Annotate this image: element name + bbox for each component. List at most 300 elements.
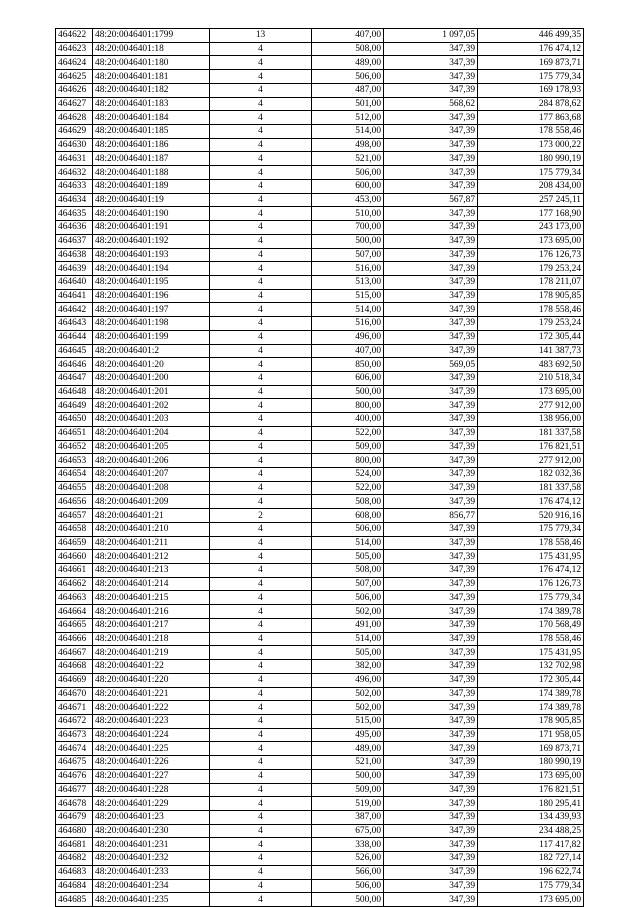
rate-cell: 569,05: [384, 358, 478, 372]
rate-cell: 347,39: [384, 879, 478, 893]
area-cell: 506,00: [312, 879, 384, 893]
table-row: [56, 70, 584, 84]
row-number-cell: 464685: [56, 893, 93, 907]
category-cell: 4: [210, 70, 312, 84]
rate-cell: 347,39: [384, 330, 478, 344]
cadastral-number-cell: 48:20:0046401:226: [93, 756, 210, 770]
cost-cell: 179 253,24: [478, 262, 584, 276]
area-cell: 516,00: [312, 262, 384, 276]
row-number-cell: 464644: [56, 330, 93, 344]
cadastral-number-cell: 48:20:0046401:231: [93, 838, 210, 852]
rate-cell: 347,39: [384, 221, 478, 235]
cadastral-number-cell: 48:20:0046401:216: [93, 605, 210, 619]
table-row: [56, 687, 584, 701]
table-row: [56, 865, 584, 879]
area-cell: 700,00: [312, 221, 384, 235]
cost-cell: 178 558,46: [478, 303, 584, 317]
category-cell: 4: [210, 317, 312, 331]
rate-cell: 568,62: [384, 97, 478, 111]
area-cell: 502,00: [312, 605, 384, 619]
category-cell: 4: [210, 399, 312, 413]
cadastral-number-cell: 48:20:0046401:204: [93, 426, 210, 440]
cadastral-number-cell: 48:20:0046401:202: [93, 399, 210, 413]
row-number-cell: 464639: [56, 262, 93, 276]
rate-cell: 347,39: [384, 838, 478, 852]
category-cell: 4: [210, 687, 312, 701]
cost-cell: 257 245,11: [478, 193, 584, 207]
cadastral-number-cell: 48:20:0046401:200: [93, 371, 210, 385]
area-cell: 606,00: [312, 371, 384, 385]
cadastral-number-cell: 48:20:0046401:196: [93, 289, 210, 303]
cadastral-number-cell: 48:20:0046401:233: [93, 865, 210, 879]
category-cell: 4: [210, 481, 312, 495]
rate-cell: 347,39: [384, 481, 478, 495]
table-row: [56, 797, 584, 811]
table-row: [56, 248, 584, 262]
area-cell: 407,00: [312, 344, 384, 358]
cadastral-number-cell: 48:20:0046401:2: [93, 344, 210, 358]
rate-cell: 347,39: [384, 344, 478, 358]
table-row: [56, 577, 584, 591]
rate-cell: 347,39: [384, 660, 478, 674]
table-row: [56, 454, 584, 468]
table-row: [56, 289, 584, 303]
area-cell: 500,00: [312, 385, 384, 399]
row-number-cell: 464626: [56, 83, 93, 97]
rate-cell: 347,39: [384, 166, 478, 180]
table-row: [56, 646, 584, 660]
row-number-cell: 464661: [56, 564, 93, 578]
area-cell: 521,00: [312, 152, 384, 166]
area-cell: 507,00: [312, 577, 384, 591]
category-cell: 2: [210, 509, 312, 523]
cadastral-number-cell: 48:20:0046401:1799: [93, 29, 210, 43]
rate-cell: 347,39: [384, 42, 478, 56]
row-number-cell: 464641: [56, 289, 93, 303]
area-cell: 506,00: [312, 70, 384, 84]
row-number-cell: 464669: [56, 673, 93, 687]
row-number-cell: 464683: [56, 865, 93, 879]
row-number-cell: 464627: [56, 97, 93, 111]
rate-cell: 347,39: [384, 728, 478, 742]
table-row: [56, 810, 584, 824]
row-number-cell: 464638: [56, 248, 93, 262]
cadastral-number-cell: 48:20:0046401:184: [93, 111, 210, 125]
category-cell: 4: [210, 42, 312, 56]
row-number-cell: 464667: [56, 646, 93, 660]
table-row: [56, 481, 584, 495]
area-cell: 500,00: [312, 769, 384, 783]
area-cell: 515,00: [312, 289, 384, 303]
cost-cell: 170 568,49: [478, 618, 584, 632]
area-cell: 498,00: [312, 138, 384, 152]
area-cell: 387,00: [312, 810, 384, 824]
area-cell: 675,00: [312, 824, 384, 838]
rate-cell: 347,39: [384, 303, 478, 317]
rate-cell: 347,39: [384, 70, 478, 84]
cost-cell: 182 727,14: [478, 852, 584, 866]
category-cell: 4: [210, 701, 312, 715]
area-cell: 495,00: [312, 728, 384, 742]
category-cell: 4: [210, 138, 312, 152]
table-row: [56, 29, 584, 43]
row-number-cell: 464642: [56, 303, 93, 317]
cost-cell: 141 387,73: [478, 344, 584, 358]
area-cell: 513,00: [312, 275, 384, 289]
area-cell: 522,00: [312, 481, 384, 495]
cadastral-number-cell: 48:20:0046401:225: [93, 742, 210, 756]
cost-cell: 483 692,50: [478, 358, 584, 372]
rate-cell: 347,39: [384, 632, 478, 646]
area-cell: 526,00: [312, 852, 384, 866]
row-number-cell: 464671: [56, 701, 93, 715]
rate-cell: 347,39: [384, 687, 478, 701]
rate-cell: 347,39: [384, 385, 478, 399]
cost-cell: 175 779,34: [478, 70, 584, 84]
cost-cell: 284 878,62: [478, 97, 584, 111]
table-row: [56, 303, 584, 317]
category-cell: 4: [210, 83, 312, 97]
cost-cell: 175 779,34: [478, 166, 584, 180]
cadastral-number-cell: 48:20:0046401:188: [93, 166, 210, 180]
category-cell: 4: [210, 783, 312, 797]
area-cell: 514,00: [312, 536, 384, 550]
area-cell: 382,00: [312, 660, 384, 674]
cost-cell: 174 389,78: [478, 605, 584, 619]
area-cell: 514,00: [312, 632, 384, 646]
area-cell: 489,00: [312, 742, 384, 756]
area-cell: 519,00: [312, 797, 384, 811]
rate-cell: 347,39: [384, 646, 478, 660]
row-number-cell: 464680: [56, 824, 93, 838]
area-cell: 489,00: [312, 56, 384, 70]
area-cell: 800,00: [312, 399, 384, 413]
table-row: [56, 591, 584, 605]
cost-cell: 178 558,46: [478, 632, 584, 646]
row-number-cell: 464664: [56, 605, 93, 619]
table-row: [56, 125, 584, 139]
rate-cell: 347,39: [384, 824, 478, 838]
row-number-cell: 464674: [56, 742, 93, 756]
rate-cell: 347,39: [384, 605, 478, 619]
rate-cell: 1 097,05: [384, 29, 478, 43]
table-row: [56, 166, 584, 180]
rate-cell: 347,39: [384, 468, 478, 482]
cadastral-number-cell: 48:20:0046401:232: [93, 852, 210, 866]
cost-cell: 208 434,00: [478, 179, 584, 193]
cost-cell: 117 417,82: [478, 838, 584, 852]
cadastral-number-cell: 48:20:0046401:182: [93, 83, 210, 97]
table-row: [56, 660, 584, 674]
area-cell: 496,00: [312, 673, 384, 687]
category-cell: 4: [210, 564, 312, 578]
rate-cell: 347,39: [384, 783, 478, 797]
cadastral-number-cell: 48:20:0046401:19: [93, 193, 210, 207]
row-number-cell: 464659: [56, 536, 93, 550]
rate-cell: 347,39: [384, 234, 478, 248]
cost-cell: 169 873,71: [478, 56, 584, 70]
category-cell: 4: [210, 742, 312, 756]
category-cell: 4: [210, 166, 312, 180]
cadastral-value-table: [55, 28, 584, 907]
rate-cell: 347,39: [384, 371, 478, 385]
cost-cell: 169 178,93: [478, 83, 584, 97]
category-cell: 4: [210, 344, 312, 358]
row-number-cell: 464675: [56, 756, 93, 770]
table-row: [56, 371, 584, 385]
row-number-cell: 464633: [56, 179, 93, 193]
table-row: [56, 838, 584, 852]
rate-cell: 347,39: [384, 852, 478, 866]
area-cell: 509,00: [312, 440, 384, 454]
cost-cell: 175 779,34: [478, 879, 584, 893]
area-cell: 506,00: [312, 522, 384, 536]
category-cell: 4: [210, 618, 312, 632]
cadastral-number-cell: 48:20:0046401:222: [93, 701, 210, 715]
table-row: [56, 317, 584, 331]
cadastral-number-cell: 48:20:0046401:192: [93, 234, 210, 248]
row-number-cell: 464681: [56, 838, 93, 852]
row-number-cell: 464653: [56, 454, 93, 468]
category-cell: 4: [210, 468, 312, 482]
row-number-cell: 464657: [56, 509, 93, 523]
rate-cell: 347,39: [384, 83, 478, 97]
area-cell: 800,00: [312, 454, 384, 468]
cadastral-number-cell: 48:20:0046401:198: [93, 317, 210, 331]
cost-cell: 169 873,71: [478, 742, 584, 756]
cost-cell: 172 305,44: [478, 330, 584, 344]
cadastral-number-cell: 48:20:0046401:227: [93, 769, 210, 783]
rate-cell: 347,39: [384, 413, 478, 427]
rate-cell: 347,39: [384, 152, 478, 166]
row-number-cell: 464665: [56, 618, 93, 632]
rate-cell: 347,39: [384, 742, 478, 756]
cost-cell: 176 474,12: [478, 42, 584, 56]
category-cell: 4: [210, 111, 312, 125]
cadastral-number-cell: 48:20:0046401:193: [93, 248, 210, 262]
category-cell: 4: [210, 797, 312, 811]
row-number-cell: 464684: [56, 879, 93, 893]
category-cell: 4: [210, 522, 312, 536]
table-row: [56, 618, 584, 632]
cadastral-number-cell: 48:20:0046401:229: [93, 797, 210, 811]
row-number-cell: 464636: [56, 221, 93, 235]
row-number-cell: 464670: [56, 687, 93, 701]
area-cell: 514,00: [312, 303, 384, 317]
cost-cell: 173 000,22: [478, 138, 584, 152]
cost-cell: 234 488,25: [478, 824, 584, 838]
cost-cell: 178 558,46: [478, 125, 584, 139]
cost-cell: 196 622,74: [478, 865, 584, 879]
table-row: [56, 221, 584, 235]
category-cell: 4: [210, 893, 312, 907]
cadastral-number-cell: 48:20:0046401:207: [93, 468, 210, 482]
area-cell: 850,00: [312, 358, 384, 372]
cost-cell: 176 821,51: [478, 783, 584, 797]
table-row: [56, 330, 584, 344]
area-cell: 508,00: [312, 495, 384, 509]
cadastral-number-cell: 48:20:0046401:218: [93, 632, 210, 646]
cost-cell: 176 474,12: [478, 495, 584, 509]
cost-cell: 446 499,35: [478, 29, 584, 43]
row-number-cell: 464645: [56, 344, 93, 358]
table-row: [56, 207, 584, 221]
rate-cell: 347,39: [384, 275, 478, 289]
cadastral-number-cell: 48:20:0046401:199: [93, 330, 210, 344]
category-cell: 4: [210, 550, 312, 564]
category-cell: 4: [210, 303, 312, 317]
rate-cell: 856,77: [384, 509, 478, 523]
category-cell: 4: [210, 56, 312, 70]
table-row: [56, 852, 584, 866]
cost-cell: 134 439,93: [478, 810, 584, 824]
category-cell: 4: [210, 275, 312, 289]
area-cell: 516,00: [312, 317, 384, 331]
cadastral-number-cell: 48:20:0046401:234: [93, 879, 210, 893]
row-number-cell: 464652: [56, 440, 93, 454]
rate-cell: 347,39: [384, 179, 478, 193]
category-cell: 4: [210, 262, 312, 276]
rate-cell: 347,39: [384, 426, 478, 440]
table-row: [56, 632, 584, 646]
cost-cell: 181 337,58: [478, 426, 584, 440]
category-cell: 4: [210, 125, 312, 139]
area-cell: 522,00: [312, 426, 384, 440]
area-cell: 501,00: [312, 97, 384, 111]
cadastral-number-cell: 48:20:0046401:235: [93, 893, 210, 907]
cadastral-number-cell: 48:20:0046401:228: [93, 783, 210, 797]
cadastral-number-cell: 48:20:0046401:194: [93, 262, 210, 276]
rate-cell: 567,87: [384, 193, 478, 207]
area-cell: 506,00: [312, 591, 384, 605]
cadastral-number-cell: 48:20:0046401:21: [93, 509, 210, 523]
rate-cell: 347,39: [384, 111, 478, 125]
cadastral-number-cell: 48:20:0046401:206: [93, 454, 210, 468]
table-row: [56, 138, 584, 152]
rate-cell: 347,39: [384, 495, 478, 509]
category-cell: 4: [210, 577, 312, 591]
cost-cell: 171 958,05: [478, 728, 584, 742]
area-cell: 509,00: [312, 783, 384, 797]
cadastral-number-cell: 48:20:0046401:22: [93, 660, 210, 674]
row-number-cell: 464643: [56, 317, 93, 331]
row-number-cell: 464678: [56, 797, 93, 811]
row-number-cell: 464624: [56, 56, 93, 70]
area-cell: 496,00: [312, 330, 384, 344]
table-row: [56, 495, 584, 509]
cadastral-number-cell: 48:20:0046401:20: [93, 358, 210, 372]
cadastral-number-cell: 48:20:0046401:208: [93, 481, 210, 495]
table-row: [56, 385, 584, 399]
cost-cell: 277 912,00: [478, 454, 584, 468]
rate-cell: 347,39: [384, 577, 478, 591]
category-cell: 4: [210, 769, 312, 783]
cost-cell: 180 295,41: [478, 797, 584, 811]
cadastral-number-cell: 48:20:0046401:210: [93, 522, 210, 536]
cadastral-number-cell: 48:20:0046401:191: [93, 221, 210, 235]
cost-cell: 180 990,19: [478, 152, 584, 166]
cadastral-number-cell: 48:20:0046401:183: [93, 97, 210, 111]
category-cell: 4: [210, 179, 312, 193]
area-cell: 502,00: [312, 701, 384, 715]
table-row: [56, 893, 584, 907]
cost-cell: 277 912,00: [478, 399, 584, 413]
row-number-cell: 464676: [56, 769, 93, 783]
table-row: [56, 509, 584, 523]
row-number-cell: 464640: [56, 275, 93, 289]
table-body: [56, 29, 584, 907]
cadastral-number-cell: 48:20:0046401:201: [93, 385, 210, 399]
row-number-cell: 464637: [56, 234, 93, 248]
row-number-cell: 464658: [56, 522, 93, 536]
area-cell: 508,00: [312, 42, 384, 56]
row-number-cell: 464673: [56, 728, 93, 742]
row-number-cell: 464668: [56, 660, 93, 674]
cost-cell: 176 821,51: [478, 440, 584, 454]
cost-cell: 174 389,78: [478, 701, 584, 715]
rate-cell: 347,39: [384, 522, 478, 536]
category-cell: 4: [210, 97, 312, 111]
row-number-cell: 464655: [56, 481, 93, 495]
table-row: [56, 358, 584, 372]
cost-cell: 175 779,34: [478, 591, 584, 605]
table-row: [56, 673, 584, 687]
area-cell: 508,00: [312, 564, 384, 578]
table-row: [56, 193, 584, 207]
table-row: [56, 536, 584, 550]
area-cell: 515,00: [312, 714, 384, 728]
rate-cell: 347,39: [384, 440, 478, 454]
cost-cell: 178 558,46: [478, 536, 584, 550]
cost-cell: 172 305,44: [478, 673, 584, 687]
rate-cell: 347,39: [384, 138, 478, 152]
table-row: [56, 742, 584, 756]
row-number-cell: 464679: [56, 810, 93, 824]
table-row: [56, 97, 584, 111]
row-number-cell: 464630: [56, 138, 93, 152]
cost-cell: 178 211,07: [478, 275, 584, 289]
row-number-cell: 464646: [56, 358, 93, 372]
table-row: [56, 440, 584, 454]
cadastral-number-cell: 48:20:0046401:189: [93, 179, 210, 193]
row-number-cell: 464625: [56, 70, 93, 84]
category-cell: 4: [210, 824, 312, 838]
row-number-cell: 464632: [56, 166, 93, 180]
rate-cell: 347,39: [384, 125, 478, 139]
row-number-cell: 464663: [56, 591, 93, 605]
area-cell: 453,00: [312, 193, 384, 207]
category-cell: 4: [210, 756, 312, 770]
category-cell: 4: [210, 248, 312, 262]
rate-cell: 347,39: [384, 810, 478, 824]
table-row: [56, 152, 584, 166]
table-row: [56, 824, 584, 838]
table-row: [56, 426, 584, 440]
area-cell: 500,00: [312, 893, 384, 907]
cost-cell: 173 695,00: [478, 234, 584, 248]
row-number-cell: 464660: [56, 550, 93, 564]
category-cell: 4: [210, 714, 312, 728]
table-row: [56, 262, 584, 276]
cadastral-number-cell: 48:20:0046401:181: [93, 70, 210, 84]
rate-cell: 347,39: [384, 618, 478, 632]
cost-cell: 174 389,78: [478, 687, 584, 701]
category-cell: 4: [210, 358, 312, 372]
cost-cell: 175 431,95: [478, 550, 584, 564]
rate-cell: 347,39: [384, 701, 478, 715]
row-number-cell: 464651: [56, 426, 93, 440]
area-cell: 338,00: [312, 838, 384, 852]
